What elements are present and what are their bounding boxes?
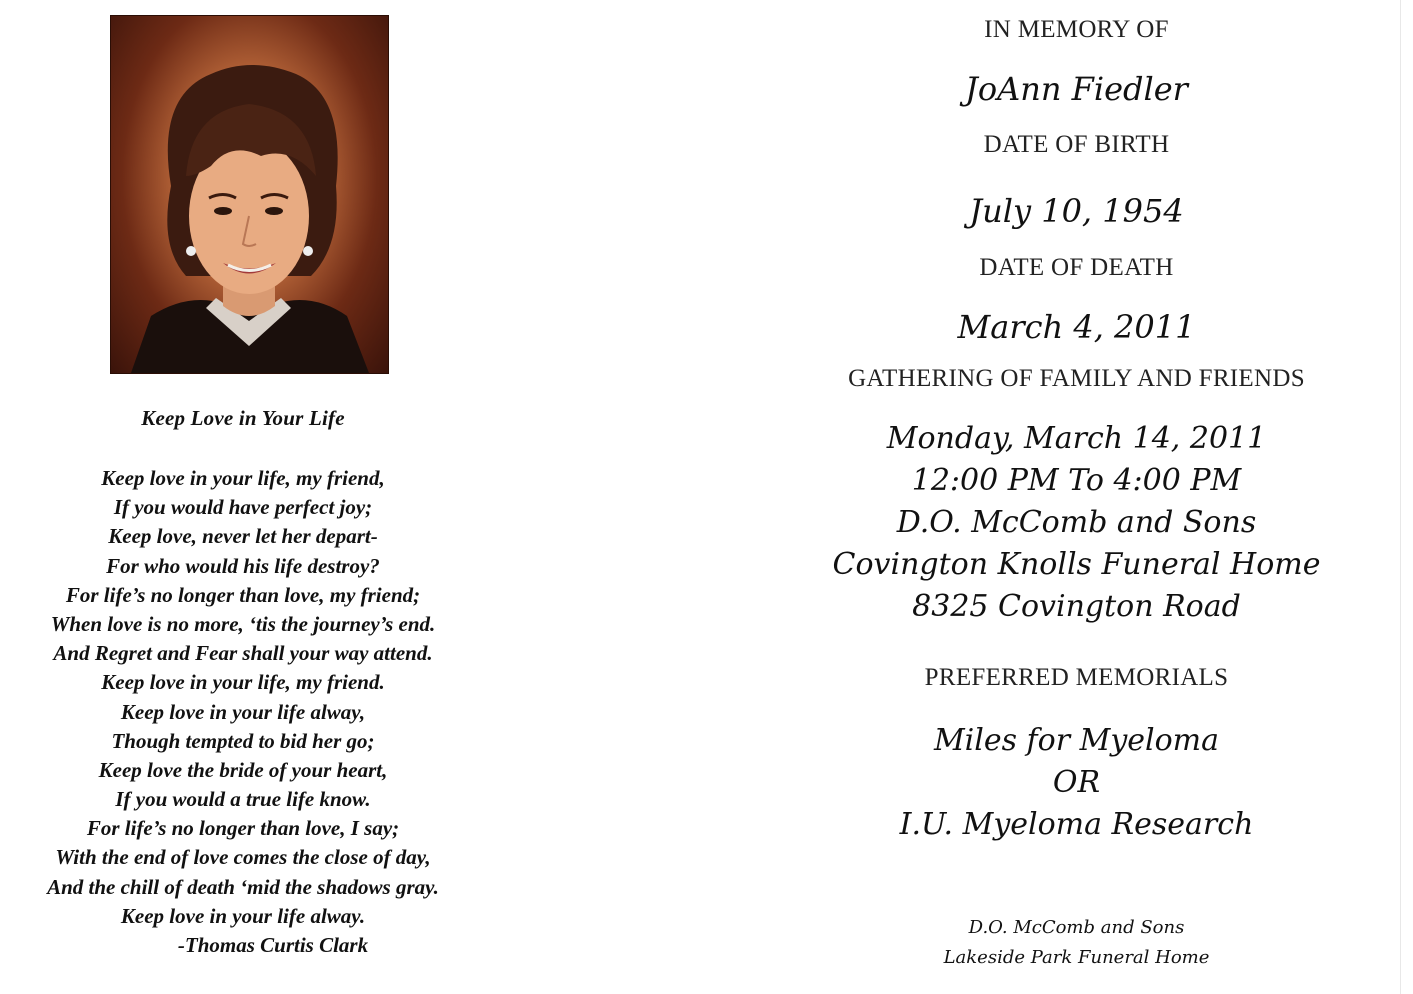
poem-line: Keep love, never let her depart- — [108, 524, 378, 549]
poem-line: Keep love in your life alway, — [120, 699, 366, 724]
gathering-date: Monday, March 14, 2011 — [886, 421, 1267, 456]
poem-title: Keep Love in Your Life — [141, 406, 345, 430]
poem-line: For life’s no longer than love, I say; — [86, 816, 400, 841]
deceased-name: JoAnn Fiedler — [965, 70, 1188, 108]
poem-line: Keep love in your life, my friend. — [101, 670, 385, 695]
poem-line: If you would have perfect joy; — [113, 495, 373, 520]
gathering-address: 8325 Covington Road — [912, 589, 1241, 624]
left-page — [0, 0, 486, 994]
poem-line: For who would his life destroy? — [106, 553, 380, 578]
memorial-or: OR — [1052, 765, 1101, 800]
memorial-first: Miles for Myeloma — [933, 723, 1220, 758]
birth-date: July 10, 1954 — [969, 192, 1184, 230]
poem-line: Keep love in your life, my friend, — [101, 466, 385, 490]
footer-host: D.O. McComb and Sons — [968, 917, 1185, 938]
poem-line: And the chill of death ‘mid the shadows gray. — [47, 874, 439, 899]
gathering-host: D.O. McComb and Sons — [896, 505, 1257, 540]
poem-line: If you would a true life know. — [115, 787, 371, 812]
poem-line: When love is no more, ‘tis the journey’s end. — [50, 611, 436, 636]
portrait-photo — [110, 15, 389, 374]
memorials-label: PREFERRED MEMORIALS — [924, 664, 1229, 691]
poem-body — [0, 464, 486, 960]
poem-line: For life’s no longer than love, my friend; — [65, 582, 421, 607]
gathering-venue: Covington Knolls Funeral Home — [832, 547, 1321, 582]
poem-line: And Regret and Fear shall your way attend. — [53, 641, 433, 666]
in-memory-label: IN MEMORY OF — [984, 16, 1169, 43]
right-page — [700, 0, 1413, 994]
poem-line: Keep love the bride of your heart, — [98, 757, 388, 782]
poem-line: With the end of love comes the close of day, — [55, 845, 431, 870]
poem-author: -Thomas Curtis Clark — [177, 933, 369, 957]
portrait-illustration — [111, 16, 388, 373]
gathering-time: 12:00 PM To 4:00 PM — [911, 463, 1242, 498]
gathering-label: GATHERING OF FAMILY AND FRIENDS — [848, 365, 1305, 392]
death-date: March 4, 2011 — [957, 308, 1196, 346]
birth-label: DATE OF BIRTH — [983, 131, 1170, 158]
footer-funeral-home: Lakeside Park Funeral Home — [943, 947, 1210, 968]
death-label: DATE OF DEATH — [979, 254, 1174, 281]
poem-line: Though tempted to bid her go; — [111, 728, 375, 753]
poem-line: Keep love in your life alway. — [120, 903, 366, 928]
memorial-second: I.U. Myeloma Research — [899, 807, 1254, 842]
